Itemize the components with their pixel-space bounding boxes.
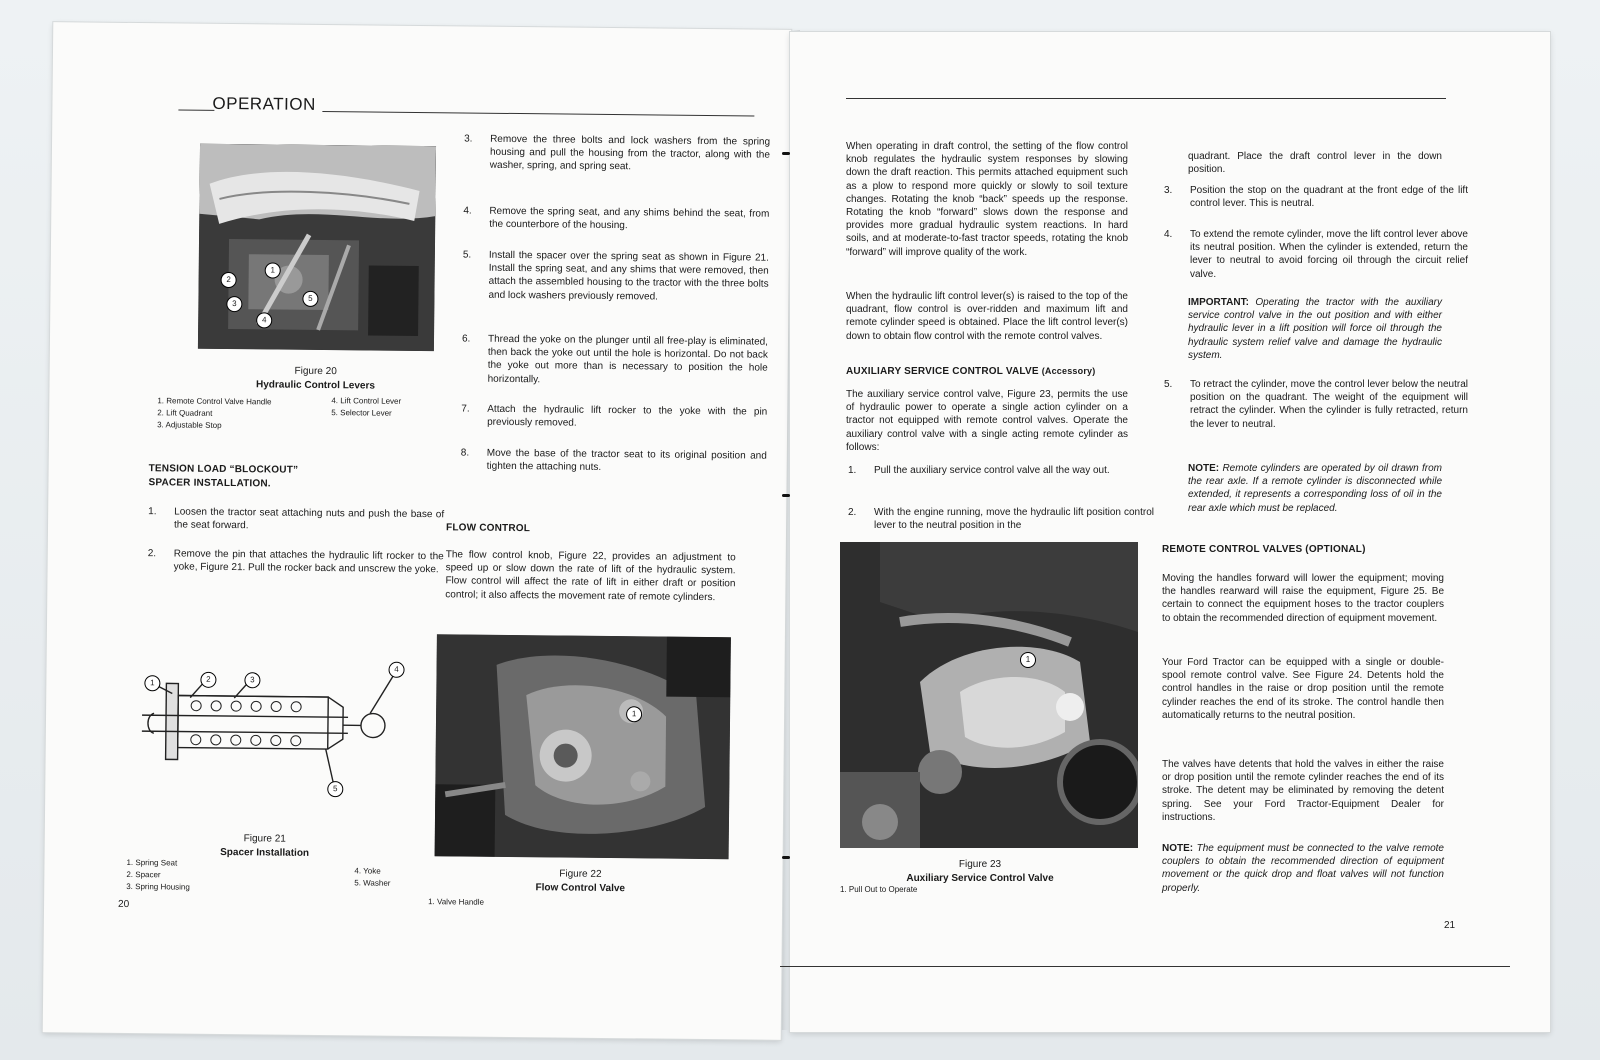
tension-heading-line2: SPACER INSTALLATION. — [148, 477, 271, 490]
flow-control-valve-illustration — [435, 634, 731, 859]
callout-4: 4 — [256, 312, 272, 328]
step-number: 4. — [463, 205, 472, 217]
note-label: NOTE: — [1188, 463, 1220, 474]
callout-5: 5 — [302, 291, 318, 307]
page-number-right: 21 — [1444, 920, 1456, 931]
note-remote-cylinders — [1188, 462, 1442, 515]
lift-lever-paragraph: When the hydraulic lift control lever(s) is raised to the top of the quadrant, flow control is over-ridden and maximum lift and remote cylinder speed is obtained. Place the lift control lever(s) down to obtain flow control with the remote control valves. — [846, 291, 1128, 342]
step-7 — [461, 402, 767, 432]
step-number: 5. — [462, 249, 472, 261]
figure-21-legend-right — [354, 865, 434, 890]
page-number-left: 20 — [118, 898, 130, 911]
step-text: Remove the three bolts and lock washers from the spring housing and pull the housing from the tractor, along with the washer, spring, and spring seat. — [489, 133, 771, 173]
footer-rule — [780, 966, 1510, 967]
step-text: Pull the auxiliary service control valve all the way out. — [874, 465, 1110, 476]
note-equipment — [1162, 842, 1444, 895]
important-label: IMPORTANT: — [1188, 297, 1249, 308]
important-text: Operating the tractor with the auxiliary service control valve in the out position and with either hydraulic lever in a lift position will force oil through the hydraulic system relief valve and damage the hydraulic system. — [1188, 297, 1443, 361]
legend-item: 3. Spring Housing — [126, 881, 190, 892]
callout-3: 3 — [226, 296, 242, 312]
aux-valve-heading — [846, 366, 1136, 377]
figure-23-caption: Auxiliary Service Control Valve — [906, 873, 1054, 884]
figure-22-photo — [435, 634, 731, 859]
punch-hole — [782, 152, 790, 155]
step-number: 2. — [147, 548, 157, 560]
aux-heading-suffix: (Accessory) — [1041, 366, 1096, 376]
header-rule-right — [322, 111, 754, 117]
page-left — [43, 22, 792, 1040]
step-text: Install the spacer over the spring seat as shown in Figure 21. Install the spring seat, and any shims that were removed, then attach the assembled housing to the tractor with the three bolts and lock washers previously removed. — [488, 249, 769, 303]
continued-text: quadrant. Place the draft control lever in the down position. — [1188, 151, 1442, 176]
step-number: 1. — [148, 506, 157, 518]
figure-21-diagram — [137, 653, 407, 816]
step-number: 3. — [464, 133, 473, 145]
aux-heading-text: AUXILIARY SERVICE CONTROL VALVE — [846, 366, 1039, 377]
step-text: Move the base of the tractor seat to its original position and tighten the attaching nuts. — [486, 447, 767, 474]
col2-step-3 — [1164, 184, 1468, 210]
step-number: 2. — [848, 507, 857, 518]
flow-control-heading: FLOW CONTROL — [445, 522, 531, 535]
draft-control-paragraph: When operating in draft control, the setting of the flow control knob regulates the hydraulic system responses by slowing down the draft reaction. This permits attached equipment such as a plow to respond more quickly or slowly to soil texture changes. Rotating the knob “back” speeds up the response. Rotating the knob “forward” slows down the response and provides more gradual hydraulic system reactions. In hard soils, and at moderate-to-fast tractor speeds, rotating the knob “forward” will improve quality of the work. — [846, 141, 1128, 258]
aux-service-valve-illustration — [840, 542, 1138, 848]
note-label: NOTE: — [1162, 843, 1194, 854]
section-title: OPERATION — [212, 93, 316, 114]
legend-item: 3. Adjustable Stop — [157, 420, 222, 430]
step-number: 8. — [460, 447, 470, 459]
remote-valves-heading: REMOTE CONTROL VALVES (OPTIONAL) — [1162, 544, 1366, 555]
figure-21-caption: Spacer Installation — [220, 846, 310, 859]
figure-23-legend — [840, 884, 917, 896]
step-number: 5. — [1164, 379, 1173, 390]
step-4 — [463, 204, 769, 234]
remote-valves-paragraph-1: Moving the handles forward will lower the equipment; moving the handles rearward will raise the equipment, Figure 25. Be certain to connect the equipment hoses to the tractor couplers to obtain the recommended direction of equipment movement. — [1162, 573, 1444, 624]
aux-valve-text: The auxiliary service control valve, Figure 23, permits the use of hydraulic power to operate a single action cylinder on a tractor not equipped with remote control valves. Operate the auxiliary control valve with a single acting remote cylinder as follows: — [846, 389, 1128, 453]
figure-20-legend-left — [157, 395, 337, 433]
figure-20-title: Figure 20 — [294, 365, 337, 378]
tension-heading-line1: TENSION LOAD “BLOCKOUT” — [148, 463, 299, 476]
step-text: With the engine running, move the hydraulic lift position control lever to the neutral position in the — [874, 507, 1154, 532]
aux-step-2 — [848, 506, 1154, 532]
legend-item: 1. Spring Seat — [126, 857, 178, 868]
step-3 — [464, 132, 770, 175]
punch-hole — [782, 856, 790, 859]
important-note — [1188, 296, 1442, 362]
step-text: Remove the spring seat, and any shims behind the seat, from the counterbore of the housing. — [489, 205, 770, 232]
punch-hole — [782, 494, 790, 497]
aux-step-1 — [848, 464, 1154, 477]
step-8 — [461, 446, 767, 476]
figure-20-caption: Hydraulic Control Levers — [255, 379, 376, 392]
header-rule — [846, 98, 1446, 99]
legend-item: 1. Remote Control Valve Handle — [157, 396, 272, 407]
figure-22-title: Figure 22 — [559, 868, 602, 880]
figure-21-title: Figure 21 — [243, 833, 286, 845]
figure-22-legend — [428, 896, 484, 909]
col2-step-4 — [1164, 228, 1468, 281]
legend-item: 1. Valve Handle — [428, 897, 485, 907]
legend-item: 1. Pull Out to Operate — [840, 885, 918, 894]
fig21-callout-5: 5 — [327, 781, 343, 797]
step-6 — [462, 332, 769, 388]
step-number: 6. — [461, 333, 471, 345]
legend-item: 4. Lift Control Lever — [331, 396, 402, 406]
col2-step-5 — [1164, 378, 1468, 431]
figure-21-legend-left — [126, 857, 286, 895]
step-number: 7. — [461, 403, 470, 415]
figure-23-photo — [840, 542, 1138, 848]
step-text: To retract the cylinder, move the control lever below the neutral position on the quadrant. The weight of the equipment will retract the cylinder. When the cylinder is fully retracted, return the lever to neutral. — [1190, 379, 1468, 430]
spacer-installation-diagram — [137, 653, 407, 816]
step-number: 1. — [848, 465, 857, 476]
step-text: To extend the remote cylinder, move the lift control lever above its neutral position. When the cylinder is extended, return the lever to neutral to avoid forcing oil through the circuit relief valve. — [1190, 229, 1468, 280]
step-text: Remove the pin that attaches the hydraulic lift rocker to the yoke, Figure 21. Pull the rocker back and unscrew the yoke. — [173, 548, 444, 576]
legend-item: 5. Selector Lever — [331, 408, 392, 418]
legend-item: 2. Lift Quadrant — [157, 408, 213, 418]
header-rule-left — [178, 109, 214, 110]
note-text: Remote cylinders are operated by oil drawn from the rear axle. If a remote cylinder is disconnected while extended, it represents a corresponding loss of oil in the rear axle which must be replaced. — [1188, 463, 1443, 514]
step-text: Thread the yoke on the plunger until all free-play is eliminated, then back the yoke out until the hole is horizontal. Do not back the yoke out more than is necessary to position the hole horizontally. — [487, 333, 769, 385]
step-2 — [148, 547, 444, 577]
step-text: Attach the hydraulic lift rocker to the yoke with the pin previously removed. — [487, 403, 768, 429]
fig21-callout-1: 1 — [144, 675, 160, 691]
fig21-callout-3: 3 — [244, 672, 260, 688]
note-text: The equipment must be connected to the valve remote couplers to obtain the recommended direction of equipment movement or the quick drop and float valves will not function properly. — [1162, 843, 1444, 894]
figure-22-caption: Flow Control Valve — [535, 882, 626, 895]
remote-valves-paragraph-2: Your Ford Tractor can be equipped with a single or double-spool remote control valve. See Figure 24. Detents hold the control handles in the raise or drop position until the remote cylinder reaches the end of its stroke. The control handle then automatically returns to the neutral position. — [1162, 657, 1444, 721]
step-number: 3. — [1164, 185, 1173, 196]
fig21-callout-2: 2 — [200, 672, 216, 688]
remote-valves-paragraph-3: The valves have detents that hold the valves in either the raise or drop position until the remote cylinder reaches the end of its stroke. The detent may be eliminated by removing the detent spring. See your Ford Tractor-Equipment Dealer for instructions. — [1162, 759, 1444, 823]
legend-item: 5. Washer — [354, 878, 391, 888]
callout-2: 2 — [221, 272, 237, 288]
figure-23-title: Figure 23 — [958, 859, 1002, 870]
step-1 — [148, 505, 444, 535]
flow-control-text: The flow control knob, Figure 22, provides an adjustment to speed up or slow down the rate of lift of the hydraulic system. Flow control will affect the rate of lift in either draft or position control; it also affects the movement rate of remote cylinders. — [445, 549, 736, 603]
figure-20-legend-right — [331, 395, 441, 420]
step-text: Loosen the tractor seat attaching nuts and push the base of the seat forward. — [173, 506, 445, 532]
page-right — [790, 32, 1550, 1032]
fig23-callout-1: 1 — [1020, 652, 1036, 668]
step-5 — [462, 248, 769, 304]
step-number: 4. — [1164, 229, 1173, 240]
fig22-callout-1: 1 — [626, 706, 642, 722]
callout-1: 1 — [265, 262, 281, 278]
hydraulic-levers-illustration — [198, 144, 436, 351]
legend-item: 4. Yoke — [354, 866, 381, 876]
fig21-callout-4: 4 — [388, 662, 404, 678]
legend-item: 2. Spacer — [126, 869, 161, 880]
step-text: Position the stop on the quadrant at the front edge of the lift control lever. This is neutral. — [1190, 185, 1468, 210]
figure-20-photo — [198, 144, 436, 351]
